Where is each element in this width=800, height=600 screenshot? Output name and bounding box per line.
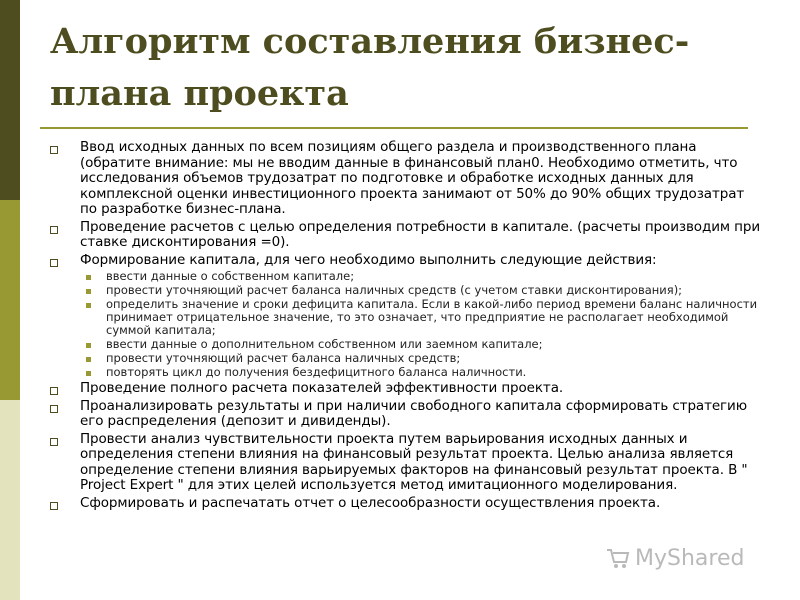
sub-bullet-text: ввести данные о собственном капитале; — [106, 269, 355, 283]
sub-bullet-item — [86, 270, 760, 283]
watermark — [605, 543, 775, 573]
side-bar-segment-dark — [0, 0, 20, 200]
slide-content — [48, 140, 760, 513]
square-bullet-icon — [50, 438, 58, 446]
sub-bullet-text: определить значение и сроки дефицита капитала. Если в какой-либо период времени баланс наличности принимает отрицательное значение, то это означает, что предприятие не располагает необходимой суммой капитала; — [106, 297, 758, 337]
square-bullet-icon — [50, 405, 58, 413]
bullet-text: Проанализировать результаты и при наличии свободного капитала сформировать стратегию его распределения (депозит и дивиденды). — [80, 397, 747, 429]
slide-title: Алгоритм составления бизнес-плана проекта — [50, 21, 690, 114]
small-square-bullet-icon — [86, 303, 91, 308]
bullet-item — [48, 381, 760, 397]
bullet-text: Проведение полного расчета показателей эффективности проекта. — [80, 380, 564, 396]
small-square-bullet-icon — [86, 371, 91, 376]
small-square-bullet-icon — [86, 275, 91, 280]
bullet-item — [48, 432, 760, 494]
small-square-bullet-icon — [86, 343, 91, 348]
bullet-text: Ввод исходных данных по всем позициям общего раздела и производственного плана (обратите внимание: мы не вводим данные в финансовый план0. Необходимо отметить, что исследования объемов трудозатрат по подготовке и обработке исходных данных для комплексной оценки инвестиционного проекта занимают от 50% до 90% общих трудозатрат по разработке бизнес-плана. — [80, 139, 745, 217]
square-bullet-icon — [50, 502, 58, 510]
small-square-bullet-icon — [86, 357, 91, 362]
bullet-item — [48, 496, 760, 512]
sub-bullet-item — [86, 366, 760, 379]
sub-bullet-text: ввести данные о дополнительном собственном или заемном капитале; — [106, 337, 543, 351]
sub-bullet-list — [86, 270, 760, 379]
bullet-text: Проведение расчетов с целью определения потребности в капитале. (расчеты производим при ставке дисконтирования =0). — [80, 218, 761, 250]
side-bar-segment-light — [0, 400, 20, 600]
title-divider — [40, 127, 748, 129]
bullet-text: Провести анализ чувствительности проекта путем варьирования исходных данных и определения степени влияния на финансовый результат проекта. Целью анализа является определение степени влияния варьируемых факторов на финансовый результат проекта. В " Project Expert " для этих целей используется метод имитационного моделирования. — [80, 430, 748, 493]
sub-bullet-item — [86, 338, 760, 351]
square-bullet-icon — [50, 226, 58, 234]
bullet-item — [48, 140, 760, 218]
sub-bullet-text: повторять цикл до получения бездефицитного баланса наличности. — [106, 365, 527, 379]
decorative-side-bar — [0, 0, 20, 600]
bullet-text: Сформировать и распечатать отчет о целесообразности осуществления проекта. — [80, 494, 661, 511]
sub-bullet-text: провести уточняющий расчет баланса наличных средств; — [106, 351, 461, 365]
sub-bullet-item — [86, 284, 760, 297]
small-square-bullet-icon — [86, 289, 91, 294]
sub-bullet-item — [86, 352, 760, 365]
square-bullet-icon — [50, 387, 58, 395]
sub-bullet-text: провести уточняющий расчет баланса наличных средств (с учетом ставки дисконтирования); — [106, 283, 683, 297]
bullet-item — [48, 220, 760, 251]
cart-icon — [605, 545, 631, 571]
sub-bullet-item — [86, 298, 760, 337]
bullet-item — [48, 253, 760, 269]
watermark-text: MyShared — [635, 545, 745, 571]
bullet-item — [48, 399, 760, 430]
side-bar-segment-mid — [0, 200, 20, 400]
bullet-text: Формирование капитала, для чего необходимо выполнить следующие действия: — [80, 251, 657, 268]
square-bullet-icon — [50, 259, 58, 267]
square-bullet-icon — [50, 146, 58, 154]
